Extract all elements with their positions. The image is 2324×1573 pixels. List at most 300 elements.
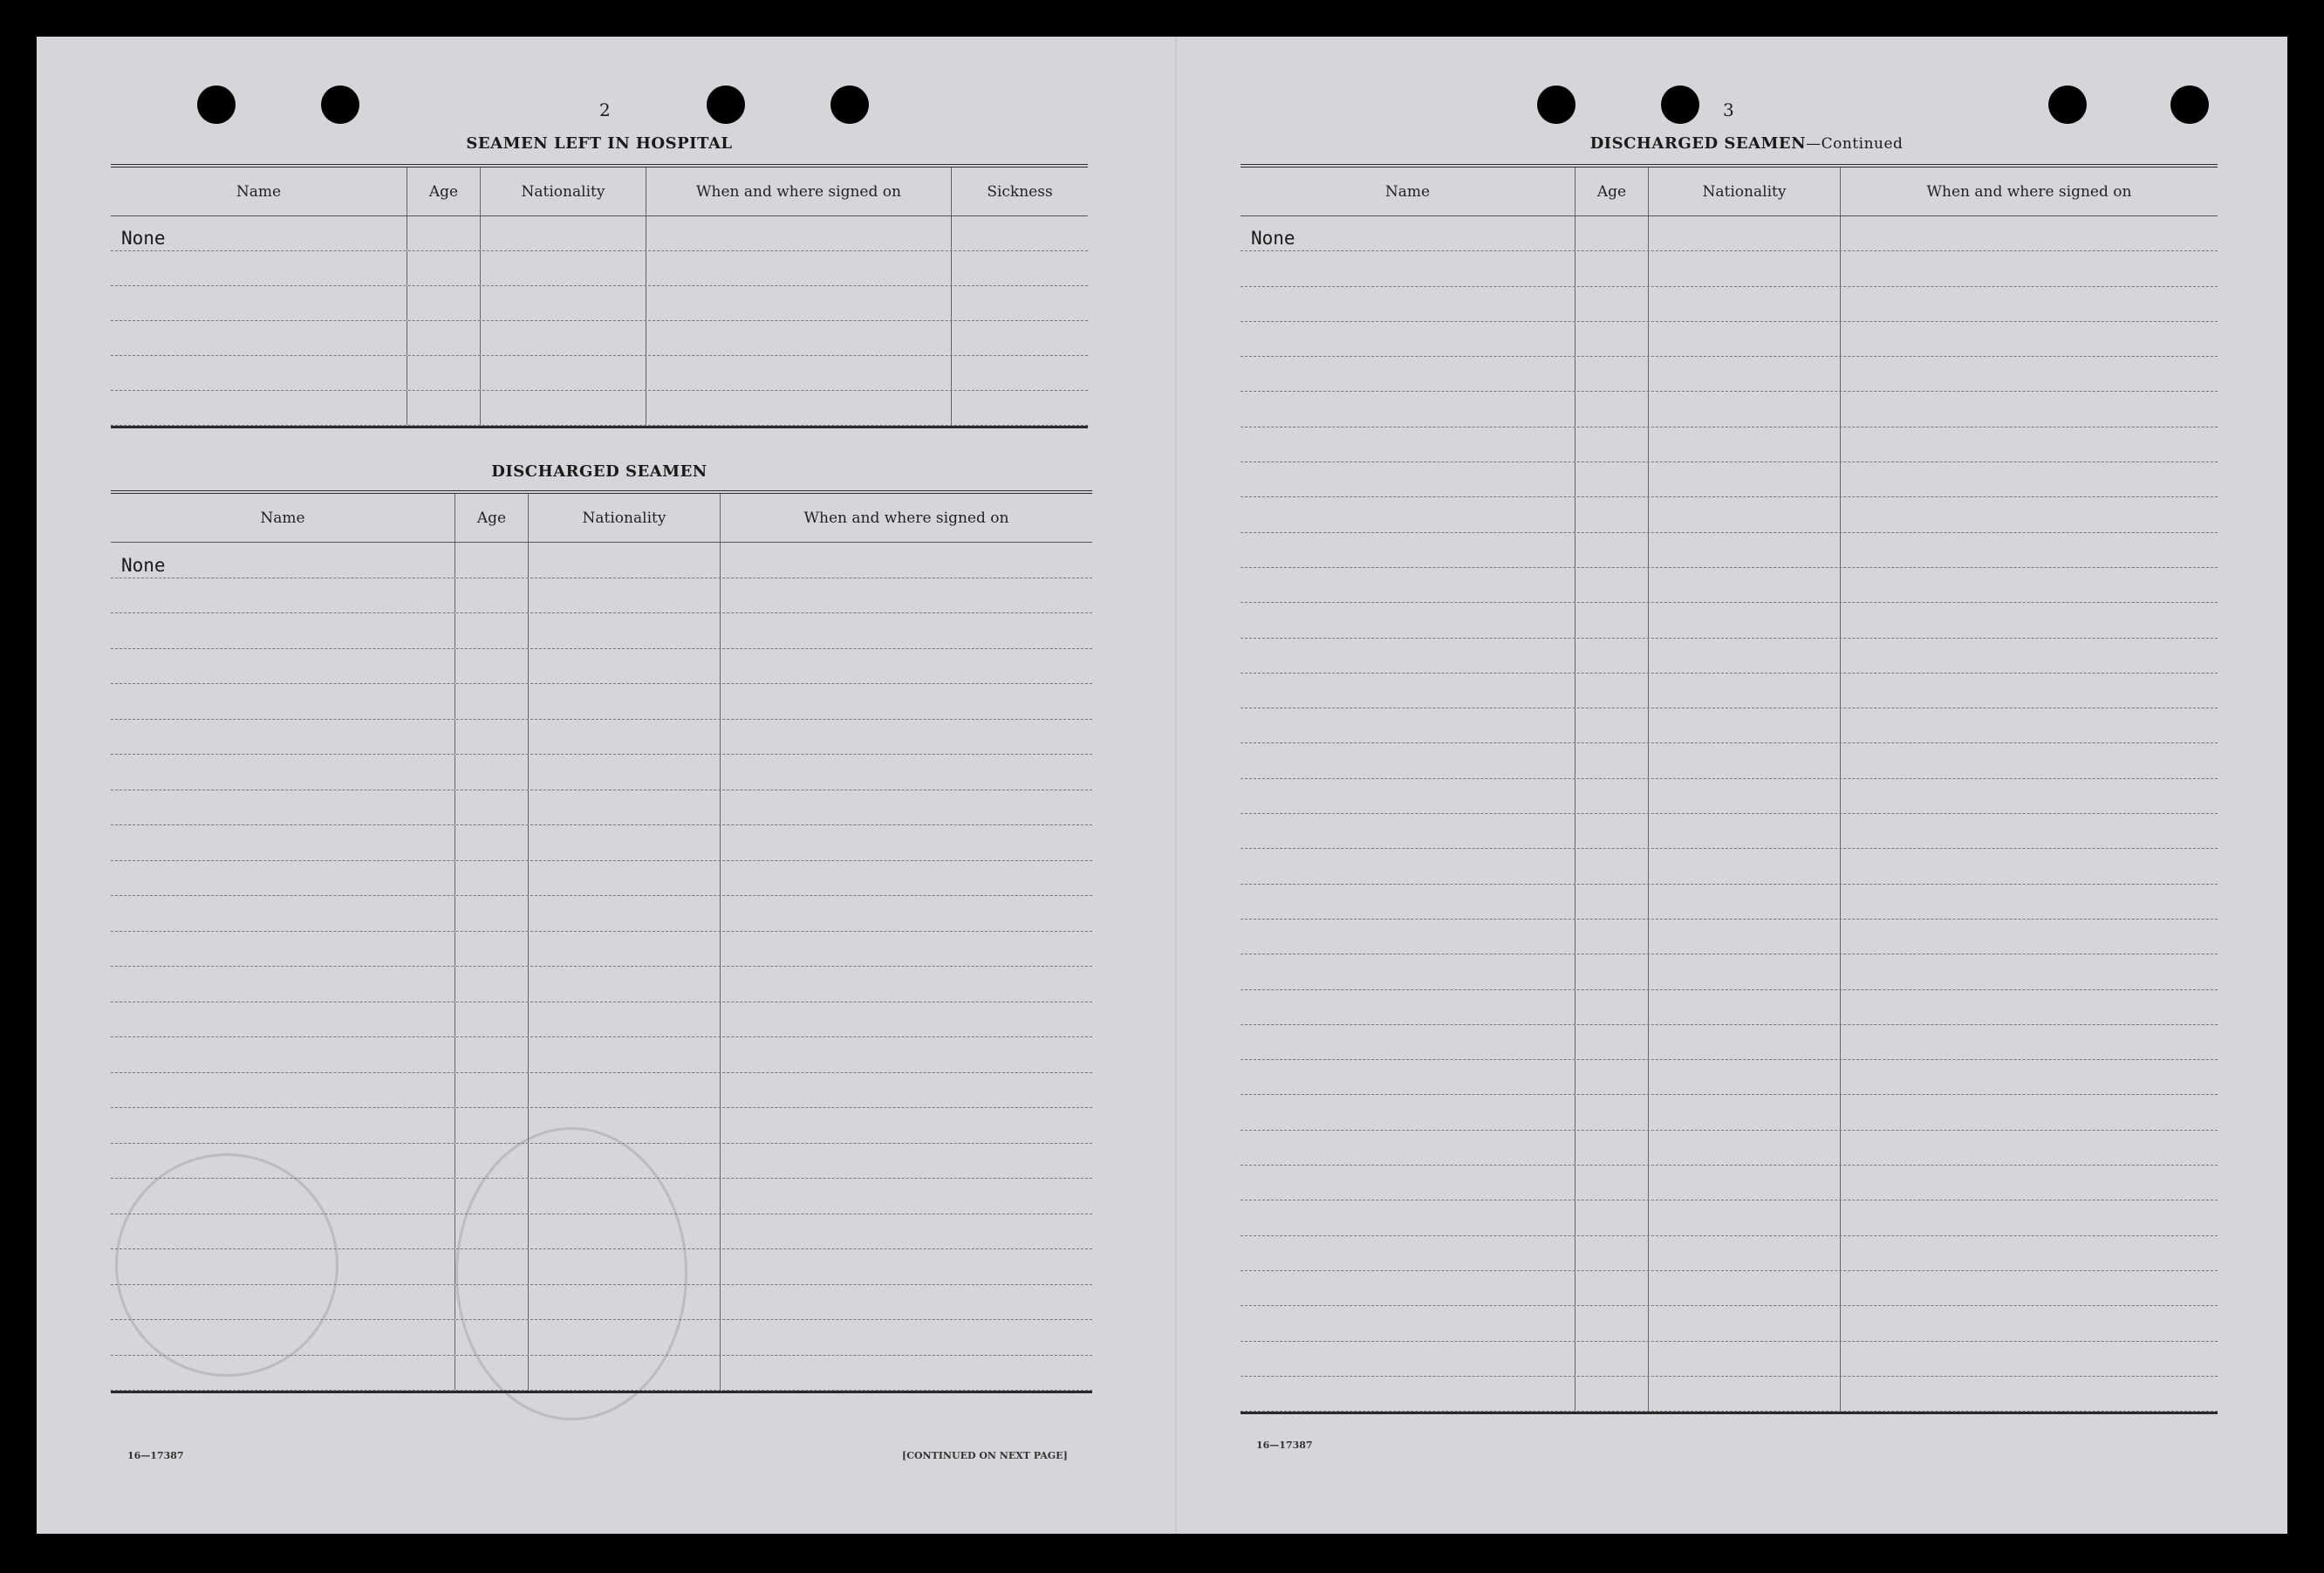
table-cell [952, 321, 1088, 355]
table-cell [721, 1144, 1092, 1179]
table-cell [1841, 990, 2218, 1024]
table-cell [1241, 568, 1576, 602]
table-cell [1649, 427, 1841, 462]
table-cell [1649, 251, 1841, 285]
table-row [111, 896, 1092, 932]
table-row [111, 251, 1088, 286]
table-cell [529, 825, 721, 860]
table-cell [455, 543, 529, 578]
table-cell [952, 286, 1088, 320]
table-cell [529, 1356, 721, 1391]
table-header [111, 494, 1092, 543]
table-cell [111, 932, 455, 967]
table-cell [721, 1214, 1092, 1249]
table-cell [1241, 708, 1576, 742]
table-cell [1576, 885, 1649, 919]
table-cell [646, 286, 952, 320]
punch-hole [2170, 85, 2209, 124]
table-row [1241, 357, 2218, 392]
table-cell [111, 286, 407, 320]
table-row [1241, 427, 2218, 462]
table-cell [455, 967, 529, 1002]
table-cell [1576, 1060, 1649, 1094]
table-cell [1576, 251, 1649, 285]
table-cell [1841, 639, 2218, 673]
table-cell [721, 790, 1092, 825]
table-cell [952, 251, 1088, 285]
table-cell [646, 216, 952, 250]
table-cell [1241, 1342, 1576, 1376]
column-header: Age [407, 168, 481, 215]
table-row [1241, 533, 2218, 568]
table-row [111, 790, 1092, 826]
table-cell [1241, 392, 1576, 426]
table-cell [407, 251, 481, 285]
table-row [111, 1073, 1092, 1109]
table-cell [1841, 462, 2218, 496]
table-row [1241, 1236, 2218, 1271]
table-row [111, 613, 1092, 649]
table-row [111, 825, 1092, 861]
table-cell [1241, 287, 1576, 321]
table-row [111, 578, 1092, 614]
table-cell [1241, 322, 1576, 356]
table-cell [721, 861, 1092, 896]
table-row [1241, 990, 2218, 1025]
table-cell [1241, 779, 1576, 813]
table-cell [1841, 1271, 2218, 1305]
page-number-right: 3 [1723, 99, 1734, 120]
table-cell [111, 321, 407, 355]
table-cell [1576, 708, 1649, 742]
table-cell [111, 861, 455, 896]
table-cell [952, 216, 1088, 250]
table-cell [1576, 357, 1649, 391]
table-cell [455, 1179, 529, 1214]
table-row [1241, 287, 2218, 322]
table-row [1241, 814, 2218, 849]
table-row [1241, 1131, 2218, 1166]
table-cell [1841, 674, 2218, 708]
table-row [1241, 954, 2218, 989]
table-cell [646, 251, 952, 285]
table-cell [1649, 392, 1841, 426]
discharged-section-title: DISCHARGED SEAMEN [491, 462, 707, 481]
table-cell [1841, 497, 2218, 531]
table-cell [407, 216, 481, 250]
table-cell [1841, 885, 2218, 919]
table-cell [111, 1320, 455, 1355]
table-cell [529, 1285, 721, 1320]
table-cell [1241, 1166, 1576, 1200]
table-cell [1649, 1200, 1841, 1234]
table-cell [1841, 533, 2218, 567]
table-cell [455, 755, 529, 790]
table-cell [1841, 814, 2218, 848]
table-cell [1649, 954, 1841, 988]
table-cell [1576, 1095, 1649, 1129]
table-cell [455, 1214, 529, 1249]
table-cell [481, 251, 646, 285]
table-cell [1841, 1060, 2218, 1094]
table-cell [529, 720, 721, 755]
table-cell [111, 790, 455, 825]
table-cell [1241, 603, 1576, 637]
table-cell [1649, 533, 1841, 567]
table-cell [1649, 990, 1841, 1024]
table-cell [1576, 392, 1649, 426]
table-cell [1841, 1166, 2218, 1200]
table-cell [1649, 322, 1841, 356]
table-row [1241, 639, 2218, 674]
table-cell [1841, 920, 2218, 954]
table-cell [1649, 462, 1841, 496]
column-header: When and where signed on [646, 168, 952, 215]
table-row [111, 543, 1092, 578]
table-row [111, 649, 1092, 685]
table-cell [481, 356, 646, 390]
table-cell [1649, 216, 1841, 250]
table-row [111, 391, 1088, 426]
table-cell [721, 1073, 1092, 1108]
table-cell [1576, 779, 1649, 813]
table-row [111, 1249, 1092, 1285]
table-cell [721, 1002, 1092, 1037]
page-fold [1175, 37, 1177, 1534]
table-cell [111, 1214, 455, 1249]
table-cell [1841, 1025, 2218, 1059]
table-row [1241, 1060, 2218, 1095]
table-row [111, 216, 1088, 251]
table-cell [455, 720, 529, 755]
table-cell [1241, 533, 1576, 567]
table-cell [529, 861, 721, 896]
table-cell [529, 613, 721, 648]
table-cell [455, 1320, 529, 1355]
table-row [111, 321, 1088, 356]
table-row [1241, 1200, 2218, 1235]
table-cell [1649, 920, 1841, 954]
table-cell [1241, 1025, 1576, 1059]
table-cell [529, 755, 721, 790]
table-row [111, 967, 1092, 1002]
table-cell [529, 649, 721, 684]
table-cell [111, 649, 455, 684]
table-cell [1841, 1131, 2218, 1165]
table-cell [111, 251, 407, 285]
column-header: When and where signed on [803, 509, 1009, 527]
table-cell [721, 613, 1092, 648]
table-cell [721, 684, 1092, 719]
table-cell [1841, 322, 2218, 356]
table-cell [481, 216, 646, 250]
discharged-continued-title-main: DISCHARGED SEAMEN [1589, 134, 1807, 153]
table-cell [455, 578, 529, 613]
table-row [111, 286, 1088, 321]
table-cell [1841, 1377, 2218, 1411]
table-cell [111, 684, 455, 719]
table-cell [1241, 427, 1576, 462]
table-cell [455, 1073, 529, 1108]
hospital-section-title: SEAMEN LEFT IN HOSPITAL [466, 134, 733, 153]
table-cell [1841, 1095, 2218, 1129]
entry-name: None [111, 216, 407, 250]
table-row [1241, 885, 2218, 920]
table-cell [1241, 462, 1576, 496]
table-cell [1649, 743, 1841, 777]
table-cell [721, 720, 1092, 755]
table-cell [1649, 849, 1841, 883]
column-header: Nationality [481, 168, 646, 215]
punch-hole [2048, 85, 2087, 124]
table-row [111, 755, 1092, 790]
table-cell [1841, 779, 2218, 813]
table-cell [455, 1108, 529, 1143]
table-row [1241, 920, 2218, 954]
table-cell [1241, 1200, 1576, 1234]
table-row [111, 1037, 1092, 1073]
table-row [111, 684, 1092, 720]
table-cell [1576, 990, 1649, 1024]
table-cell [529, 1037, 721, 1072]
hospital-table [111, 164, 1088, 428]
table-cell [1576, 287, 1649, 321]
table-cell [407, 391, 481, 425]
table-cell [1649, 639, 1841, 673]
table-row [111, 356, 1088, 391]
table-row [1241, 1095, 2218, 1130]
punch-hole [707, 85, 745, 124]
table-cell [1241, 1131, 1576, 1165]
table-cell [1576, 849, 1649, 883]
table-cell [1576, 322, 1649, 356]
table-cell [1576, 1236, 1649, 1270]
punch-hole [1661, 85, 1699, 124]
table-cell [455, 1144, 529, 1179]
table-cell [407, 356, 481, 390]
table-cell [529, 684, 721, 719]
table-row [1241, 497, 2218, 532]
column-header: Sickness [987, 182, 1053, 201]
column-header: Name [111, 168, 407, 215]
table-row [1241, 322, 2218, 357]
table-cell [646, 321, 952, 355]
table-cell [721, 755, 1092, 790]
table-header [1241, 168, 2218, 216]
discharged-continued-table [1241, 164, 2218, 1414]
table-cell [1649, 1342, 1841, 1376]
table-cell [1576, 1377, 1649, 1411]
table-row [1241, 743, 2218, 778]
table-cell [111, 1002, 455, 1037]
table-cell [1649, 779, 1841, 813]
table-cell [111, 1073, 455, 1108]
table-cell [721, 896, 1092, 931]
table-row [1241, 568, 2218, 603]
table-cell [1841, 216, 2218, 250]
column-header: Name [1241, 168, 1576, 215]
table-cell [1841, 1306, 2218, 1340]
table-cell [1841, 357, 2218, 391]
table-cell [1241, 849, 1576, 883]
table-cell [1576, 674, 1649, 708]
table-cell [455, 1285, 529, 1320]
table-cell [952, 356, 1088, 390]
table-cell [455, 1356, 529, 1391]
table-cell [1649, 1271, 1841, 1305]
table-cell [529, 932, 721, 967]
table-cell [1241, 1271, 1576, 1305]
table-cell [1841, 849, 2218, 883]
table-cell [529, 1179, 721, 1214]
table-cell [455, 1037, 529, 1072]
table-cell [1649, 1131, 1841, 1165]
table-cell [1241, 357, 1576, 391]
entry-name: None [111, 543, 455, 578]
table-cell [1576, 814, 1649, 848]
table-cell [1576, 743, 1649, 777]
table-cell [1649, 1060, 1841, 1094]
table-cell [1576, 568, 1649, 602]
table-cell [1241, 990, 1576, 1024]
table-cell [1241, 920, 1576, 954]
table-cell [529, 1108, 721, 1143]
table-row [111, 1320, 1092, 1356]
document-spread [37, 37, 2287, 1534]
table-cell [1841, 392, 2218, 426]
table-cell [455, 932, 529, 967]
table-cell [529, 578, 721, 613]
table-cell [1649, 674, 1841, 708]
table-cell [1841, 743, 2218, 777]
punch-hole [830, 85, 869, 124]
table-cell [1241, 1306, 1576, 1340]
table-cell [1576, 1131, 1649, 1165]
table-cell [721, 932, 1092, 967]
table-cell [455, 790, 529, 825]
table-cell [721, 649, 1092, 684]
table-cell [455, 896, 529, 931]
table-cell [1241, 743, 1576, 777]
table-cell [1841, 1236, 2218, 1270]
table-cell [529, 1144, 721, 1179]
continued-note: [CONTINUED ON NEXT PAGE] [902, 1450, 1068, 1461]
table-cell [1649, 1377, 1841, 1411]
table-cell [721, 825, 1092, 860]
column-header: Nationality [1649, 168, 1841, 215]
table-cell [952, 391, 1088, 425]
table-cell [1649, 357, 1841, 391]
table-row [111, 1179, 1092, 1214]
table-row [111, 1144, 1092, 1180]
column-header: Name [111, 494, 455, 542]
table-cell [1576, 427, 1649, 462]
table-cell [1576, 954, 1649, 988]
table-cell [1841, 287, 2218, 321]
table-cell [111, 1356, 455, 1391]
table-cell [1576, 1166, 1649, 1200]
table-row [1241, 1166, 2218, 1200]
table-cell [529, 1320, 721, 1355]
table-cell [1576, 1200, 1649, 1234]
table-cell [1649, 1306, 1841, 1340]
table-cell [1241, 1377, 1576, 1411]
table-cell [1649, 603, 1841, 637]
table-cell [646, 356, 952, 390]
table-cell [529, 1073, 721, 1108]
table-cell [1576, 603, 1649, 637]
table-row [111, 932, 1092, 968]
table-cell [1841, 427, 2218, 462]
column-header: Age [1576, 168, 1649, 215]
table-cell [407, 321, 481, 355]
table-cell [1649, 1166, 1841, 1200]
table-cell [1841, 954, 2218, 988]
table-cell [1841, 568, 2218, 602]
table-cell [481, 286, 646, 320]
table-cell [1841, 1200, 2218, 1234]
table-cell [721, 1037, 1092, 1072]
table-cell [1649, 497, 1841, 531]
table-cell [111, 391, 407, 425]
table-row [1241, 392, 2218, 427]
table-header [111, 168, 1088, 216]
table-row [1241, 462, 2218, 497]
table-row [111, 1002, 1092, 1038]
table-cell [1576, 497, 1649, 531]
table-cell [111, 613, 455, 648]
table-cell [455, 684, 529, 719]
punch-hole [197, 85, 236, 124]
punch-hole [1537, 85, 1576, 124]
table-row [111, 1108, 1092, 1144]
table-cell [111, 1037, 455, 1072]
table-cell [1841, 1342, 2218, 1376]
table-row [1241, 251, 2218, 286]
table-cell [1241, 814, 1576, 848]
table-row [111, 1214, 1092, 1250]
table-cell [111, 578, 455, 613]
table-cell [111, 356, 407, 390]
table-cell [721, 1249, 1092, 1284]
table-cell [1241, 674, 1576, 708]
table-cell [1576, 920, 1649, 954]
column-header: Nationality [529, 494, 721, 542]
table-cell [1576, 216, 1649, 250]
discharged-table [111, 490, 1092, 1393]
table-cell [1576, 462, 1649, 496]
table-cell [1241, 251, 1576, 285]
table-cell [1576, 639, 1649, 673]
table-cell [1841, 603, 2218, 637]
table-cell [1649, 885, 1841, 919]
table-cell [721, 1179, 1092, 1214]
table-cell [111, 755, 455, 790]
form-number-left: 16—17387 [127, 1450, 184, 1461]
table-row [1241, 1271, 2218, 1306]
table-cell [1649, 814, 1841, 848]
table-cell [111, 896, 455, 931]
table-cell [1576, 1342, 1649, 1376]
table-cell [529, 543, 721, 578]
table-row [111, 1356, 1092, 1392]
table-cell [721, 1356, 1092, 1391]
form-number-right: 16—17387 [1256, 1440, 1313, 1451]
table-cell [1649, 287, 1841, 321]
table-row [1241, 603, 2218, 638]
table-cell [1241, 954, 1576, 988]
table-cell [721, 578, 1092, 613]
